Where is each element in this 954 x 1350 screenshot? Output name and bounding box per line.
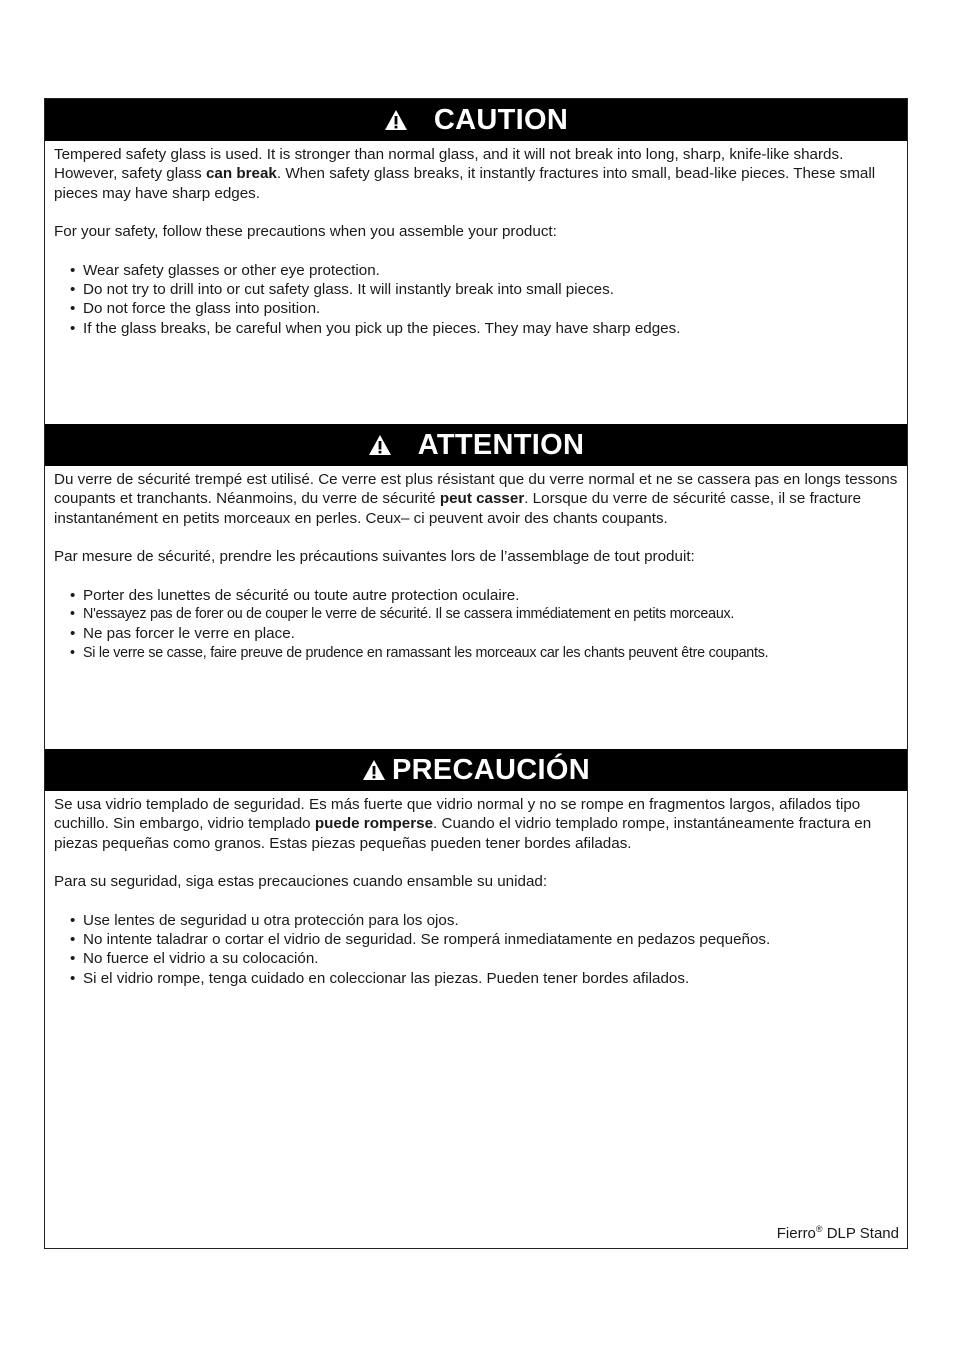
warning-triangle-icon: [362, 759, 386, 781]
list-item: • Si le verre se casse, faire preuve de prudence en ramassant les morceaux car les chants peuvent être coupants.: [70, 644, 899, 663]
attention-precautions-list: [54, 586, 899, 663]
attention-banner: [45, 424, 907, 466]
precaucion-emphasis: puede romperse: [314, 815, 434, 833]
attention-title: ATTENTION: [417, 428, 585, 461]
precaucion-intro: Se usa vidrio templado de seguridad. Es más fuerte que vidrio normal y no se rompe en fragmentos largos, afilados tipo cuchillo. Sin embargo, vidrio templado puede romperse. Cuando el vidrio templado rompe, instantáneamente fractura en piezas pequeñas como granos. Estas piezas pequeñas pueden tener bordes afiladas.: [54, 796, 872, 852]
attention-emphasis: peut casser: [439, 490, 525, 508]
caution-emphasis: can break: [205, 165, 277, 183]
precaucion-precautions-list: [54, 911, 899, 988]
warning-triangle-icon: [368, 434, 392, 456]
footer-product-name: Fierro® DLP Stand: [776, 1224, 899, 1242]
precaucion-section: [45, 749, 907, 1249]
caution-section: [45, 99, 907, 424]
list-item: • No fuerce el vidrio a su colocación.: [70, 949, 899, 968]
list-item: • Si el vidrio rompe, tenga cuidado en coleccionar las piezas. Pueden tener bordes afilados.: [70, 969, 899, 988]
list-item: • If the glass breaks, be careful when you pick up the pieces. They may have sharp edges.: [70, 319, 899, 338]
precaucion-lead: Para su seguridad, siga estas precauciones cuando ensamble su unidad:: [54, 873, 548, 891]
list-item: • Do not try to drill into or cut safety glass. It will instantly break into small pieces.: [70, 280, 899, 299]
list-item: • No intente taladrar o cortar el vidrio de seguridad. Se romperá inmediatamente en pedazos pequeños.: [70, 930, 899, 949]
precaucion-title: PRECAUCIÓN: [392, 753, 590, 786]
attention-lead: Par mesure de sécurité, prendre les précautions suivantes lors de l’assemblage de tout produit:: [54, 548, 695, 566]
list-item: • Ne pas forcer le verre en place.: [70, 624, 899, 643]
list-item: • Porter des lunettes de sécurité ou toute autre protection oculaire.: [70, 586, 899, 605]
precaucion-body: [45, 791, 907, 988]
list-item: • N'essayez pas de forer ou de couper le verre de sécurité. Il se cassera immédiatement en petits morceaux.: [70, 605, 899, 624]
warning-triangle-icon: [384, 109, 408, 131]
attention-body: [45, 466, 907, 663]
caution-body: [45, 141, 907, 338]
caution-banner: [45, 99, 907, 141]
list-item: • Wear safety glasses or other eye protection.: [70, 261, 899, 280]
list-item: • Use lentes de seguridad u otra protección para los ojos.: [70, 911, 899, 930]
caution-precautions-list: [54, 261, 899, 338]
attention-section: [45, 424, 907, 749]
caution-intro: Tempered safety glass is used. It is stronger than normal glass, and it will not break into long, sharp, knife-like shards. However, safety glass can break. When safety glass breaks, it instantly fractures into small, bead-like pieces. These small pieces may have sharp edges.: [54, 146, 876, 202]
attention-intro: Du verre de sécurité trempé est utilisé. Ce verre est plus résistant que du verre normal et ne se cassera pas en longs tessons coupants et tranchants. Néanmoins, du verre de sécurité peut casser. Lorsque du verre de sécurité casse, il se fracture instantanément en petits morceaux en perles. Ceux– ci peuvent avoir des chants coupants.: [54, 471, 898, 527]
caution-title: CAUTION: [433, 103, 569, 136]
list-item: • Do not force the glass into position.: [70, 299, 899, 318]
caution-lead: For your safety, follow these precautions when you assemble your product:: [54, 223, 557, 241]
precaucion-banner: [45, 749, 907, 791]
safety-notice-frame: [44, 98, 908, 1249]
